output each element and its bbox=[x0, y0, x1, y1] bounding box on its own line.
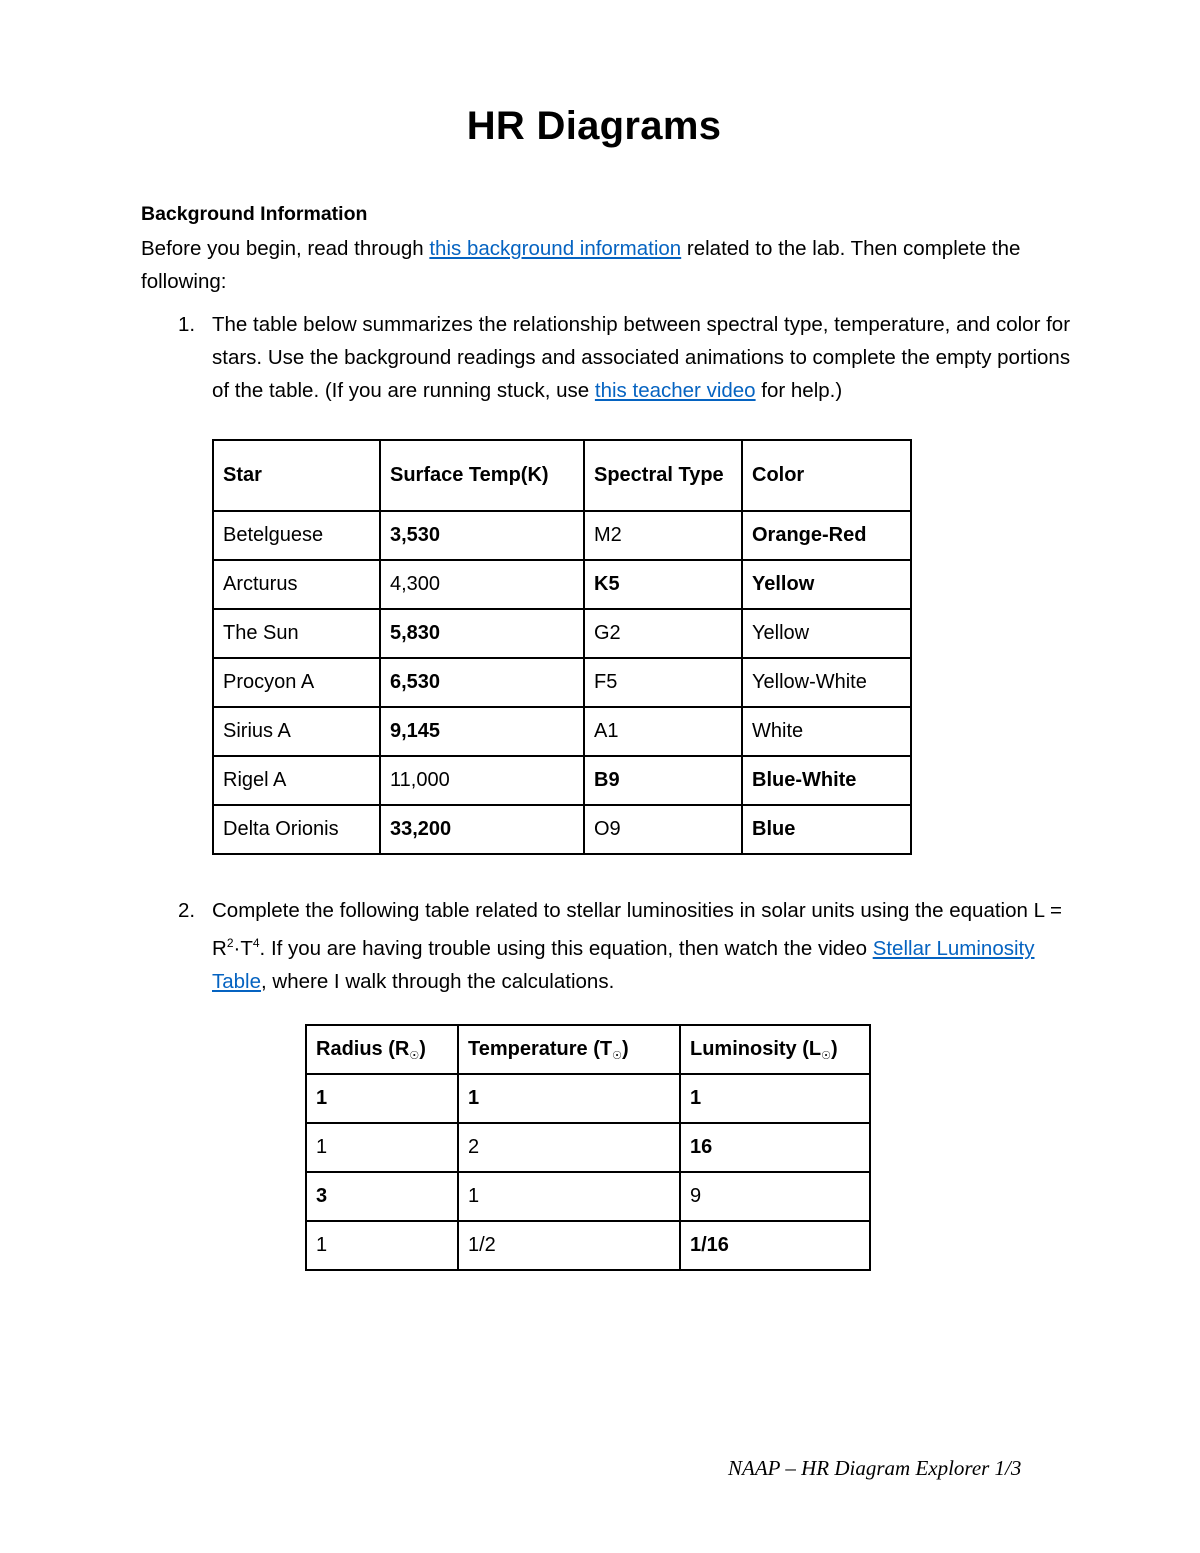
star-type: O9 bbox=[584, 805, 742, 854]
luminosity-table bbox=[305, 1024, 871, 1271]
radius-value: 1 bbox=[306, 1074, 458, 1123]
star-temp: 11,000 bbox=[380, 756, 584, 805]
exponent-temp: 4 bbox=[252, 936, 260, 950]
header-surface-temp: Surface Temp(K) bbox=[380, 440, 584, 511]
table-row bbox=[213, 756, 911, 805]
sun-symbol-icon: ☉ bbox=[409, 1049, 420, 1062]
intro-paragraph bbox=[141, 232, 1071, 298]
section-heading-background: Background Information bbox=[141, 203, 368, 225]
star-name: Rigel A bbox=[213, 756, 380, 805]
temperature-value: 2 bbox=[458, 1123, 680, 1172]
question-2 bbox=[178, 894, 1092, 998]
luminosity-value[interactable]: 1/16 bbox=[680, 1221, 870, 1270]
star-color[interactable]: Blue bbox=[742, 805, 911, 854]
sun-symbol-icon: ☉ bbox=[612, 1049, 622, 1062]
question-2-text: Complete the following table related to stellar luminosities in solar units using the equation L = R bbox=[212, 899, 1062, 960]
star-type: A1 bbox=[584, 707, 742, 756]
table-row bbox=[306, 1172, 870, 1221]
header-luminosity: Luminosity $(L_☉)$ bbox=[680, 1025, 870, 1074]
question-1-text: The table below summarizes the relationship between spectral type, temperature, and color for stars. Use the background readings and associated animations to complete the empty portions of the table. (If you are running stuck, use bbox=[212, 313, 1071, 402]
header-color: Color bbox=[742, 440, 911, 511]
luminosity-value: 9 bbox=[680, 1172, 870, 1221]
stellar-luminosity-link[interactable]: Stellar Luminosity Table bbox=[212, 936, 1035, 993]
star-type[interactable]: K5 bbox=[584, 560, 742, 609]
stars-table-header bbox=[213, 440, 911, 511]
table-row bbox=[213, 560, 911, 609]
question-2-text-end: , where I walk through the calculations. bbox=[261, 969, 615, 993]
intro-text-after: related to the lab. Then complete the following: bbox=[141, 237, 1021, 293]
question-1-number: 1. bbox=[178, 313, 196, 336]
star-color[interactable]: Blue-White bbox=[742, 756, 911, 805]
header-spectral-type: Spectral Type bbox=[584, 440, 742, 511]
table-row bbox=[306, 1074, 870, 1123]
star-temp: 4,300 bbox=[380, 560, 584, 609]
radius-value: 1 bbox=[306, 1221, 458, 1270]
star-type[interactable]: B9 bbox=[584, 756, 742, 805]
header-star: Star bbox=[213, 440, 380, 511]
exponent-radius: 2 bbox=[226, 936, 234, 950]
star-name: Sirius A bbox=[213, 707, 380, 756]
temperature-value: 1/2 bbox=[458, 1221, 680, 1270]
luminosity-value: 1 bbox=[680, 1074, 870, 1123]
question-1 bbox=[178, 308, 1092, 407]
table-row bbox=[306, 1221, 870, 1270]
radius-value[interactable]: 3 bbox=[306, 1172, 458, 1221]
page-footer: NAAP – HR Diagram Explorer 1/3 bbox=[728, 1456, 1022, 1480]
star-type: F5 bbox=[584, 658, 742, 707]
sun-symbol-icon: ☉ bbox=[821, 1049, 831, 1062]
table-row bbox=[306, 1123, 870, 1172]
star-color: Yellow-White bbox=[742, 658, 911, 707]
star-type: G2 bbox=[584, 609, 742, 658]
star-name: Procyon A bbox=[213, 658, 380, 707]
table-row bbox=[213, 609, 911, 658]
table-row bbox=[213, 511, 911, 560]
luminosity-value[interactable]: 16 bbox=[680, 1123, 870, 1172]
stars-table bbox=[212, 439, 912, 855]
table-row bbox=[213, 707, 911, 756]
question-2-text-after: . If you are having trouble using this equation, then watch the video bbox=[259, 936, 867, 960]
radius-value: 1 bbox=[306, 1123, 458, 1172]
star-color[interactable]: Orange-Red bbox=[742, 511, 911, 560]
star-color: Yellow bbox=[742, 609, 911, 658]
equation-middle: ·T bbox=[233, 936, 253, 960]
star-temp[interactable]: 5,830 bbox=[380, 609, 584, 658]
question-1-text-after: for help.) bbox=[755, 379, 843, 402]
star-color[interactable]: Yellow bbox=[742, 560, 911, 609]
table-row bbox=[213, 805, 911, 854]
header-radius: Radius $(R_☉)$ bbox=[306, 1025, 458, 1074]
star-color: White bbox=[742, 707, 911, 756]
temperature-value: 1 bbox=[458, 1172, 680, 1221]
star-temp[interactable]: 9,145 bbox=[380, 707, 584, 756]
table-row bbox=[213, 658, 911, 707]
star-name: The Sun bbox=[213, 609, 380, 658]
star-temp[interactable]: 3,530 bbox=[380, 511, 584, 560]
star-type: M2 bbox=[584, 511, 742, 560]
question-2-number: 2. bbox=[178, 899, 196, 922]
background-info-link[interactable]: this background information bbox=[429, 237, 682, 260]
header-temperature: Temperature $(T_☉)$ bbox=[458, 1025, 680, 1074]
temperature-value: 1 bbox=[458, 1074, 680, 1123]
star-name: Delta Orionis bbox=[213, 805, 380, 854]
luminosity-table-header bbox=[306, 1025, 870, 1074]
teacher-video-link[interactable]: this teacher video bbox=[594, 379, 756, 402]
star-temp[interactable]: 6,530 bbox=[380, 658, 584, 707]
intro-text-before: Before you begin, read through bbox=[141, 237, 424, 260]
star-temp[interactable]: 33,200 bbox=[380, 805, 584, 854]
star-name: Betelguese bbox=[213, 511, 380, 560]
star-name: Arcturus bbox=[213, 560, 380, 609]
page-title: HR Diagrams bbox=[466, 104, 722, 148]
